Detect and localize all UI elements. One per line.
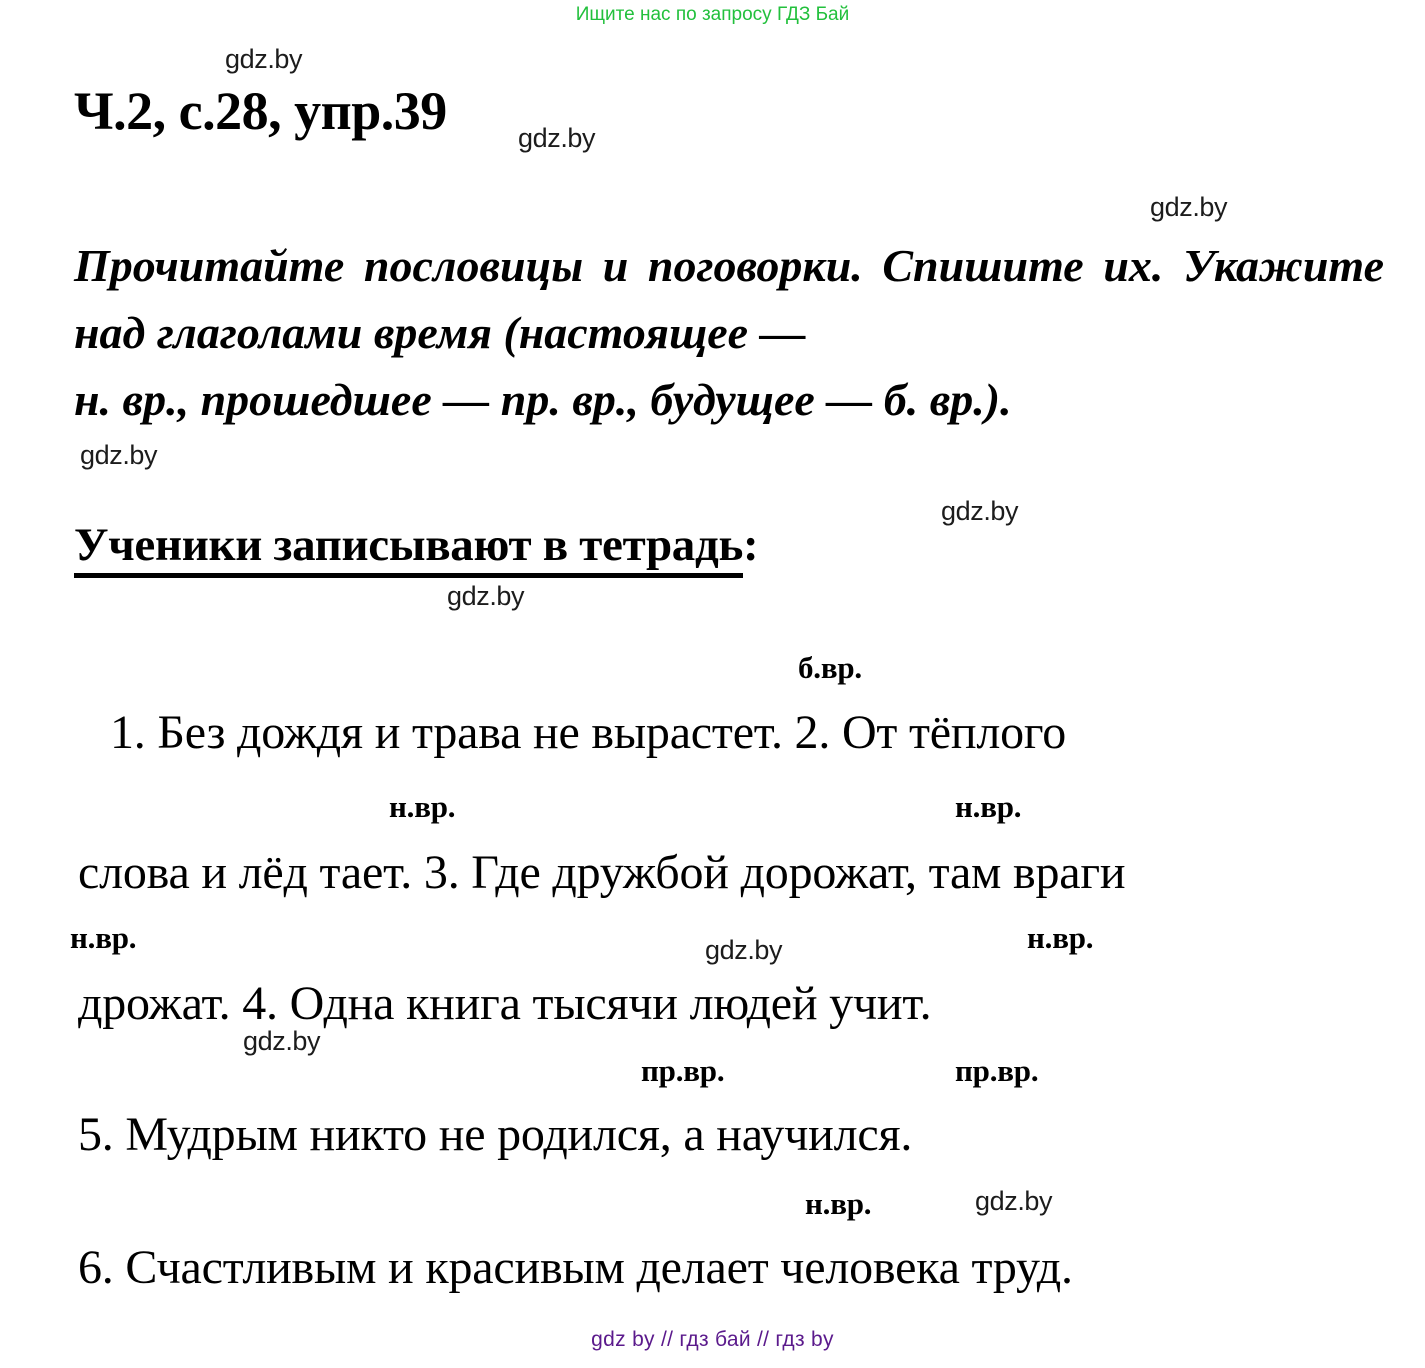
answer-heading (74, 518, 758, 572)
task-statement-line-3: н. вр., прошедшее — пр. вр., будущее — б. вр.). (74, 374, 1012, 425)
answer-line-4: 5. Мудрым никто не родился, а научился. (78, 1108, 913, 1161)
footer-branding-text: gdz by // гдз бай // гдз by (591, 1328, 834, 1351)
page-title: Ч.2, с.28, упр.39 (74, 81, 447, 141)
tense-mark-pr-vr: пр.вр. (641, 1053, 725, 1088)
answer-line-3: дрожат. 4. Одна книга тысячи людей учит. (78, 977, 932, 1030)
answer-line-2: слова и лёд тает. 3. Где дружбой дорожат, там враги (78, 846, 1126, 899)
watermark-gdz-by: gdz.by (243, 1026, 321, 1056)
answer-heading-underlined-text: Ученики записывают в тетрадь (74, 519, 743, 578)
watermark-gdz-by: gdz.by (1150, 192, 1228, 222)
watermark-gdz-by: gdz.by (80, 440, 158, 470)
answer-line-5: 6. Счастливым и красивым делает человека труд. (78, 1241, 1073, 1294)
answer-heading-colon: : (743, 519, 759, 571)
watermark-gdz-by: gdz.by (225, 44, 303, 74)
tense-mark-n-vr: н.вр. (389, 789, 456, 824)
tense-mark-n-vr: н.вр. (955, 789, 1022, 824)
watermark-gdz-by: gdz.by (975, 1186, 1053, 1216)
tense-mark-pr-vr: пр.вр. (955, 1053, 1039, 1088)
task-statement (74, 232, 1384, 433)
answer-line-1: 1. Без дождя и трава не вырастет. 2. От тёплого (110, 706, 1067, 759)
task-statement-line-1: Прочитайте пословицы и поговорки. Спишите (74, 240, 1084, 291)
watermark-gdz-by: gdz.by (447, 581, 525, 611)
watermark-gdz-by: gdz.by (941, 496, 1019, 526)
tense-mark-n-vr: н.вр. (805, 1186, 872, 1221)
tense-mark-b-vr: б.вр. (798, 650, 862, 685)
promo-banner-text: Ищите нас по запросу ГДЗ Бай (575, 4, 850, 25)
tense-mark-n-vr: н.вр. (1027, 920, 1094, 955)
tense-mark-n-vr: н.вр. (70, 920, 137, 955)
task-statement-line-2: их. Укажите над глаголами время (настоящее — (74, 240, 1384, 358)
watermark-gdz-by: gdz.by (705, 935, 783, 965)
watermark-gdz-by: gdz.by (518, 123, 596, 153)
